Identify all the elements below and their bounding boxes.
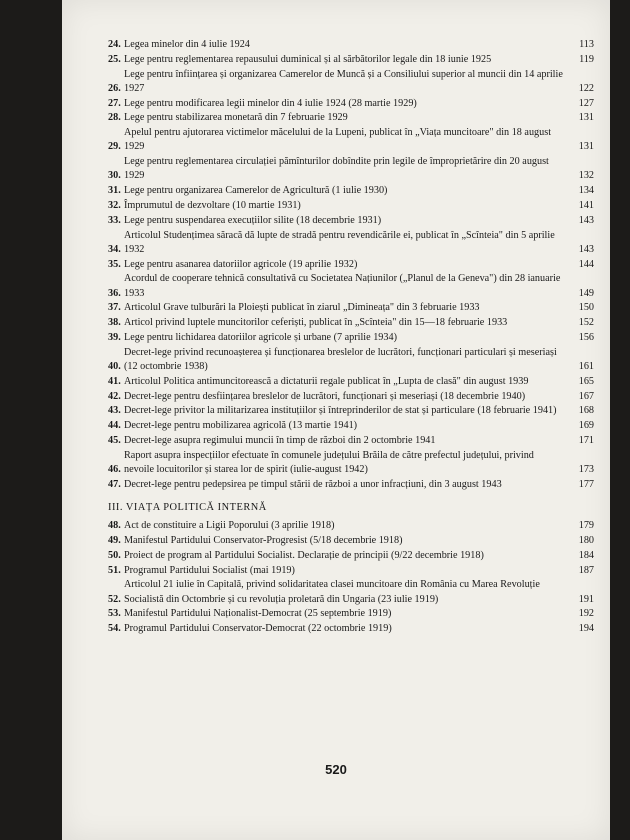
entry-page: 119	[579, 53, 594, 65]
entry-page: 156	[578, 331, 594, 343]
entry-number: 42.	[108, 390, 121, 402]
toc-entry	[108, 184, 594, 198]
entry-page: 194	[578, 623, 594, 635]
toc-entry	[108, 564, 594, 578]
entry-title: Lege pentru suspendarea execuțiilor silite (18 decembrie 1931)	[124, 214, 382, 226]
toc-entry	[108, 549, 594, 563]
entry-number: 40.	[108, 360, 121, 372]
entry-title: Acordul de cooperare tehnică consultativă cu Societatea Națiunilor („Planul de la Geneva") din 28 ianuarie 1933	[124, 273, 561, 299]
entry-page: 150	[578, 302, 594, 314]
toc-entry	[108, 126, 594, 154]
entry-number: 38.	[108, 317, 121, 329]
entry-number: 26.	[108, 82, 121, 94]
toc-entry	[108, 622, 594, 636]
entry-number: 41.	[108, 375, 121, 387]
entry-page: 192	[578, 608, 594, 620]
entry-title: Decret-lege privitor la militarizarea instituțiilor și întreprinderilor de stat și particulare (18 februarie 1941)	[124, 405, 557, 417]
entry-number: 34.	[108, 243, 121, 255]
entry-number: 50.	[108, 549, 121, 561]
entry-title: Lege pentru stabilizarea monetară din 7 februarie 1929	[124, 112, 348, 124]
entry-number: 36.	[108, 287, 121, 299]
entry-number: 44.	[108, 420, 121, 432]
toc-entry	[108, 199, 594, 213]
entry-title: Decret-lege asupra regimului muncii în timp de război din 2 octombrie 1941	[124, 434, 436, 446]
entry-page: 149	[578, 287, 594, 299]
toc-entry	[108, 375, 594, 389]
table-of-contents	[108, 38, 594, 636]
entry-page: 179	[578, 520, 594, 532]
toc-entry	[108, 390, 594, 404]
toc-entry	[108, 97, 594, 111]
entry-number: 32.	[108, 199, 121, 211]
entry-number: 46.	[108, 463, 121, 475]
entry-number: 30.	[108, 170, 121, 182]
toc-entry	[108, 316, 594, 330]
toc-entry	[108, 404, 594, 418]
entry-page: 132	[578, 170, 594, 182]
entry-number: 33.	[108, 214, 121, 226]
toc-entry	[108, 434, 594, 448]
entry-page: 131	[578, 141, 594, 153]
entry-title: Lege pentru înființarea și organizarea Camerelor de Muncă și a Consiliului superior al muncii din 14 aprilie 1927	[124, 68, 563, 94]
toc-entry	[108, 272, 594, 300]
toc-entry	[108, 155, 594, 183]
entry-title: Articol privind luptele muncitorilor ceferiști, publicat în „Scînteia" din 15—18 februarie 1933	[124, 317, 508, 329]
toc-entry	[108, 258, 594, 272]
entry-title: Programul Partidului Conservator-Democrat (22 octombrie 1919)	[124, 623, 392, 635]
entry-title: Articolul Studențimea săracă dă lupte de stradă pentru revendicările ei, publicat în „Scînteia" din 5 aprilie 1932	[124, 229, 555, 255]
entry-page: 131	[578, 112, 594, 124]
entry-title: Lege pentru organizarea Camerelor de Agricultură (1 iulie 1930)	[124, 185, 388, 197]
entry-page: 171	[578, 434, 594, 446]
toc-list	[108, 519, 594, 636]
entry-page: 187	[578, 564, 594, 576]
toc-entry	[108, 38, 594, 52]
entry-page: 127	[578, 97, 594, 109]
entry-page: 161	[578, 360, 594, 372]
entry-number: 39.	[108, 331, 121, 343]
entry-title: Programul Partidului Socialist (mai 1919)	[124, 564, 295, 576]
toc-entry	[108, 68, 594, 96]
entry-number: 47.	[108, 478, 121, 490]
entry-title: Decret-lege pentru pedepsirea pe timpul stării de război a unor infracțiuni, din 3 august 1943	[124, 478, 502, 490]
toc-entry	[108, 214, 594, 228]
toc-entry	[108, 53, 594, 67]
entry-page: 134	[578, 185, 594, 197]
entry-title: Raport asupra inspecțiilor efectuate în comunele județului Brăila de către prefectul județului, privind nevoile locuitorilor și starea lor de spirit (iulie-august 1942)	[124, 449, 534, 475]
entry-page: 113	[579, 39, 594, 50]
entry-number: 28.	[108, 112, 121, 124]
entry-page: 168	[578, 405, 594, 417]
entry-page: 177	[578, 478, 594, 490]
entry-page: 167	[578, 390, 594, 402]
entry-title: Decret-lege pentru mobilizarea agricolă (13 martie 1941)	[124, 420, 358, 432]
entry-number: 37.	[108, 302, 121, 314]
entry-title: Lege pentru modificarea legii minelor din 4 iulie 1924 (28 martie 1929)	[124, 97, 417, 109]
entry-title: Manifestul Partidului Conservator-Progresist (5/18 decembrie 1918)	[124, 534, 403, 546]
toc-entry	[108, 229, 594, 257]
entry-number: 52.	[108, 593, 121, 605]
entry-title: Proiect de program al Partidului Socialist. Declarație de principii (9/22 decembrie 1918)	[124, 549, 484, 561]
entry-title: Împrumutul de dezvoltare (10 martie 1931)	[124, 199, 301, 211]
entry-number: 27.	[108, 97, 121, 109]
entry-page: 191	[578, 593, 594, 605]
entry-number: 31.	[108, 185, 121, 197]
entry-number: 35.	[108, 258, 121, 270]
entry-number: 54.	[108, 623, 121, 635]
entry-title: Act de constituire a Ligii Poporului (3 aprilie 1918)	[124, 520, 335, 532]
book-page	[62, 0, 610, 840]
entry-title: Decret-lege pentru desființarea breslelor de lucrători, funcționari și meseriași (18 decembrie 1940)	[124, 390, 526, 402]
toc-entry	[108, 331, 594, 345]
entry-title: Lege pentru reglementarea repausului duminical și al sărbătorilor legale din 18 iunie 1925	[124, 53, 492, 65]
entry-number: 25.	[108, 53, 121, 65]
entry-page: 152	[578, 317, 594, 329]
entry-title: Legea minelor din 4 iulie 1924	[124, 39, 250, 50]
entry-title: Lege pentru lichidarea datoriilor agricole și urbane (7 aprilie 1934)	[124, 331, 397, 343]
section-heading: III. VIAȚA POLITICĂ INTERNĂ	[108, 501, 267, 513]
entry-title: Articolul Politica antimuncitorească a dictaturii regale publicat în „Lupta de clasă" din august 1939	[124, 375, 529, 387]
entry-number: 29.	[108, 141, 121, 153]
entry-number: 45.	[108, 434, 121, 446]
entry-title: Apelul pentru ajutorarea victimelor măcelului de la Lupeni, publicat în „Viața muncitoare" din 18 august 1929	[124, 127, 552, 153]
entry-title: Decret-lege privind recunoașterea și funcționarea breslelor de lucrători, funcționari particulari și meseriași (12 octombrie 1938)	[124, 346, 557, 372]
toc-entry	[108, 607, 594, 621]
entry-number: 51.	[108, 564, 121, 576]
entry-page: 144	[578, 258, 594, 270]
toc-entry	[108, 449, 594, 477]
entry-page: 169	[578, 420, 594, 432]
toc-entry	[108, 419, 594, 433]
entry-title: Manifestul Partidului Naționalist-Democrat (25 septembrie 1919)	[124, 608, 392, 620]
entry-number: 49.	[108, 534, 121, 546]
entry-title: Articolul Grave tulburări la Ploiești publicat în ziarul „Dimineața" din 3 februarie 1933	[124, 302, 480, 314]
toc-entry	[108, 578, 594, 606]
entry-page: 141	[578, 199, 594, 211]
toc-entry	[108, 519, 594, 533]
page-number: 520	[325, 762, 347, 777]
entry-number: 53.	[108, 608, 121, 620]
entry-page: 173	[578, 463, 594, 475]
toc-entry	[108, 534, 594, 548]
entry-page: 165	[578, 375, 594, 387]
entry-number: 24.	[108, 39, 121, 50]
toc-entry	[108, 301, 594, 315]
toc-entry	[108, 478, 594, 492]
entry-title: Lege pentru reglementarea circulației pămînturilor dobîndite prin legile de împroprietărire din 20 august 1929	[124, 156, 549, 182]
toc-entry	[108, 111, 594, 125]
entry-page: 143	[578, 243, 594, 255]
toc-list	[108, 38, 594, 492]
entry-page: 143	[578, 214, 594, 226]
toc-entry	[108, 346, 594, 374]
entry-title: Lege pentru asanarea datoriilor agricole (19 aprilie 1932)	[124, 258, 358, 270]
entry-number: 43.	[108, 405, 121, 417]
entry-title: Articolul 21 iulie în Capitală, privind solidaritatea clasei muncitoare din România cu Marea Revoluție Socialistă din Octombrie și cu revoluția proletară din Ungaria (23 iulie 1919)	[124, 579, 540, 605]
entry-number: 48.	[108, 520, 121, 532]
entry-page: 180	[578, 534, 594, 546]
entry-page: 122	[578, 82, 594, 94]
entry-page: 184	[578, 549, 594, 561]
